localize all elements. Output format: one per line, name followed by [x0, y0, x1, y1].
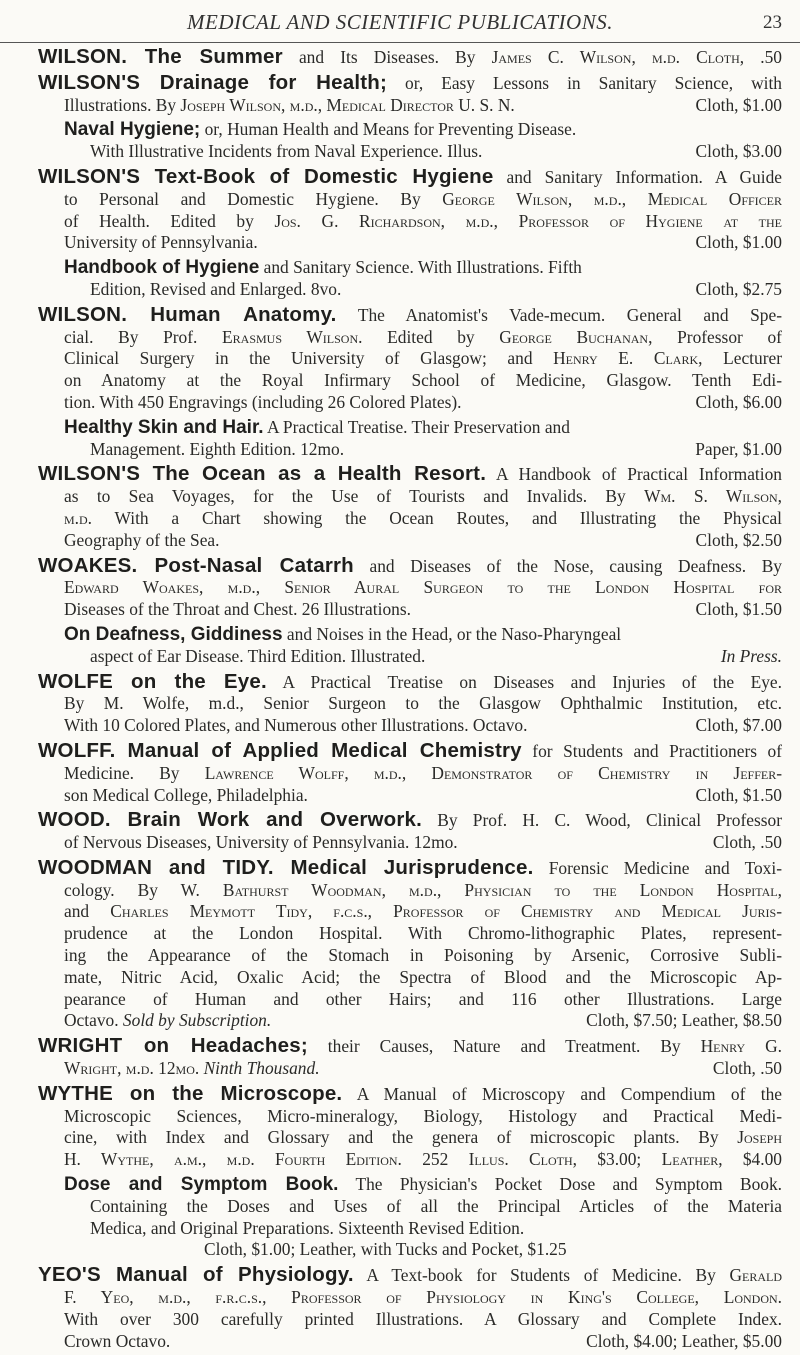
catalog-entry: Healthy Skin and Hair. A Practical Treatise. Their Preservation and Management. Eighth Edition. 12mo. Paper, $1.00: [64, 416, 782, 459]
entry-author: Edward Woakes: [64, 577, 200, 598]
entry-price: Cloth, $6.00: [695, 391, 782, 412]
entry-status: In Press.: [720, 645, 782, 666]
entry-price: Cloth, $1.00: [695, 232, 782, 253]
entry-author: Henry G.: [700, 1036, 782, 1057]
entry-heading: WOLFF. Manual of Applied Medical Chemistry: [38, 739, 522, 762]
entry-author: George Wilson: [442, 188, 568, 209]
catalog-entry: WOOD. Brain Work and Overwork. By Prof. H. C. Wood, Clinical Professor of Nervous Diseases, University of Pennsylvania. 12mo. Cloth, .50: [38, 809, 782, 853]
entry-author: Bathurst Woodman: [222, 879, 382, 900]
page-number: 23: [763, 12, 782, 33]
entry-editor: Jos. G. Richardson: [274, 210, 441, 231]
entry-heading: Handbook of Hygiene: [64, 257, 260, 279]
entry-author: James C. Wilson: [491, 47, 632, 67]
entry-heading: On Deafness, Giddiness: [64, 623, 283, 645]
catalog-entry: WRIGHT on Headaches; their Causes, Nature and Treatment. By Henry G. Wright, m.d. 12mo. Ninth Thousand. Cloth, .50: [38, 1035, 782, 1079]
entry-author: Joseph Wilson: [180, 94, 281, 115]
header-rule: [0, 42, 800, 43]
running-head: MEDICAL AND SCIENTIFIC PUBLICATIONS.: [187, 10, 613, 34]
entry-heading: WILSON. Human Anatomy.: [38, 303, 337, 326]
entry-price: Cloth, $3.00: [695, 141, 782, 162]
entry-price: Cloth, $4.00; Leather, $5.00: [586, 1330, 782, 1351]
entry-price: Cloth, $7.50; Leather, $8.50: [586, 1010, 782, 1031]
catalog-entry: WILSON. The Summer and Its Diseases. By James C. Wilson, m.d. Cloth, .50: [38, 46, 782, 68]
entry-heading: WILSON. The Summer: [38, 46, 283, 68]
catalog-entry: WOODMAN and TIDY. Medical Jurisprudence. Forensic Medicine and Toxi- cology. By W. Bathurst Woodman, m.d., Physician to the London Hospital, and Charles Meymott Tidy, f.c.s., Professor of Chemistry and Medical Juris- prudence at the London Hospital. With Chromo-lithographic Plates, represent- ing the Appearance of the Stomach in Poisoning by Arsenic, Corrosive Subli- mate, Nitric Acid, Oxalic Acid; the Spectra of Blood and the Microscopic Ap- pearance of Human and other Hairs; and 116 other Illustrations. Large Octavo. Sold by Subscription. Cloth, $7.50; Leather, $8.50: [38, 856, 782, 1031]
entry-author: Charles Meymott Tidy: [110, 901, 308, 922]
catalog-entry: WILSON. Human Anatomy. The Anatomist's Vade-mecum. General and Spe- cial. By Prof. Erasmus Wilson. Edited by George Buchanan, Professor of Clinical Surgery in the University of Glasgow; and Henry E. Clark, Lecturer on Anatomy at the Royal Infirmary School of Medicine, Glasgow. Tenth Edi- tion. With 450 Engravings (including 26 Colored Plates). Cloth, $6.00: [38, 303, 782, 412]
catalog-entry: WOLFE on the Eye. A Practical Treatise on Diseases and Injuries of the Eye. By M. Wolfe, m.d., Senior Surgeon to the Glasgow Ophthalmic Institution, etc. With 10 Colored Plates, and Numerous other Illustrations. Octavo. Cloth, $7.00: [38, 670, 782, 736]
entry-heading: WOLFE on the Eye.: [38, 670, 267, 693]
entry-editor: Henry E. Clark: [553, 348, 699, 369]
entry-heading: WILSON'S Text-Book of Domestic Hygiene: [38, 165, 494, 188]
entry-price: Cloth, $2.50: [695, 529, 782, 550]
entry-author: Erasmus Wilson: [222, 326, 359, 347]
entry-price: Cloth, $1.50: [695, 784, 782, 805]
entry-author: Joseph: [737, 1127, 782, 1148]
catalog-entry: WILSON'S Drainage for Health; or, Easy Lessons in Sanitary Science, with Illustrations. By Joseph Wilson, m.d., Medical Director U. S. N. Cloth, $1.00: [38, 71, 782, 115]
catalog-entry: On Deafness, Giddiness and Noises in the Head, or the Naso-Pharyngeal aspect of Ear Disease. Third Edition. Illustrated. In Press.: [64, 623, 782, 666]
entry-note: Ninth Thousand.: [203, 1058, 320, 1079]
catalog-entries: [38, 46, 782, 1355]
entry-heading: WOAKES. Post-Nasal Catarrh: [38, 554, 354, 577]
entry-note: Sold by Subscription.: [122, 1010, 272, 1031]
entry-price: Cloth, .50: [712, 832, 782, 853]
catalog-entry: WYTHE on the Microscope. A Manual of Microscopy and Compendium of the Microscopic Sciences, Micro-mineralogy, Biology, Histology and Practical Medi- cine, with Index and Glossary and the genera of microscopic plants. By Joseph H. Wythe, a.m., m.d. Fourth Edition. 252 Illus. Cloth, $3.00; Leather, $4.00: [38, 1082, 782, 1170]
entry-price: Paper, $1.00: [695, 438, 782, 459]
catalog-entry: WILSON'S Text-Book of Domestic Hygiene and Sanitary Information. A Guide to Personal and Domestic Hygiene. By George Wilson, m.d., Medical Officer of Health. Edited by Jos. G. Richardson, m.d., Professor of Hygiene at the University of Pennsylvania. Cloth, $1.00: [38, 165, 782, 253]
entry-heading: Dose and Symptom Book.: [64, 1174, 339, 1196]
catalog-entry: Naval Hygiene; or, Human Health and Means for Preventing Disease. With Illustrative Incidents from Naval Experience. Illus. Cloth, $3.00: [64, 119, 782, 162]
entry-price: Cloth, $1.00; Leather, with Tucks and Pocket, $1.25: [204, 1239, 567, 1260]
page-header: [0, 0, 800, 50]
catalog-entry: WOAKES. Post-Nasal Catarrh and Diseases of the Nose, causing Deafness. By Edward Woakes, m.d., Senior Aural Surgeon to the London Hospital for Diseases of the Throat and Chest. 26 Illustrations. Cloth, $1.50: [38, 554, 782, 620]
entry-heading: Healthy Skin and Hair.: [64, 416, 264, 438]
entry-author: Gerald: [729, 1265, 782, 1286]
entry-heading: WILSON'S Drainage for Health;: [38, 71, 387, 94]
entry-heading: WYTHE on the Microscope.: [38, 1082, 343, 1105]
entry-heading: WOODMAN and TIDY. Medical Jurisprudence.: [38, 856, 534, 879]
entry-heading: YEO'S Manual of Physiology.: [38, 1264, 354, 1287]
catalog-entry: Handbook of Hygiene and Sanitary Science. With Illustrations. Fifth Edition, Revised and Enlarged. 8vo. Cloth, $2.75: [64, 257, 782, 299]
entry-heading: WILSON'S The Ocean as a Health Resort.: [38, 463, 487, 486]
entry-author: Wm. S. Wilson: [644, 486, 778, 507]
entry-price: Cloth, $2.75: [695, 278, 782, 299]
catalog-entry: WOLFF. Manual of Applied Medical Chemistry for Students and Practitioners of Medicine. By Lawrence Wolff, m.d., Demonstrator of Chemistry in Jeffer- son Medical College, Philadelphia. Cloth, $1.50: [38, 739, 782, 805]
entry-editor: George Buchanan: [499, 326, 649, 347]
entry-price: Cloth, .50: [712, 1058, 782, 1079]
entry-price: Cloth, $1.00: [695, 94, 782, 115]
entry-price: Cloth, $1.50: [695, 599, 782, 620]
catalog-entry: Dose and Symptom Book. The Physician's Pocket Dose and Symptom Book. Containing the Doses and Uses of all the Principal Articles of the Materia Medica, and Original Preparations. Sixteenth Revised Edition. Cloth, $1.00; Leather, with Tucks and Pocket, $1.25: [64, 1174, 782, 1260]
entry-price: Cloth, $7.00: [695, 715, 782, 736]
catalog-entry: YEO'S Manual of Physiology. A Text-book for Students of Medicine. By Gerald F. Yeo, m.d., f.r.c.s., Professor of Physiology in King's College, London. With over 300 carefully printed Illustrations. A Glossary and Complete Index. Crown Octavo. Cloth, $4.00; Leather, $5.00: [38, 1264, 782, 1351]
entry-heading: Naval Hygiene;: [64, 119, 201, 141]
entry-author: Lawrence Wolff: [204, 762, 345, 783]
catalog-entry: WILSON'S The Ocean as a Health Resort. A Handbook of Practical Information as to Sea Voyages, for the Use of Tourists and Invalids. By Wm. S. Wilson, m.d. With a Chart showing the Ocean Routes, and Illustrating the Physical Geography of the Sea. Cloth, $2.50: [38, 463, 782, 550]
entry-heading: WOOD. Brain Work and Overwork.: [38, 809, 423, 832]
entry-heading: WRIGHT on Headaches;: [38, 1035, 308, 1058]
